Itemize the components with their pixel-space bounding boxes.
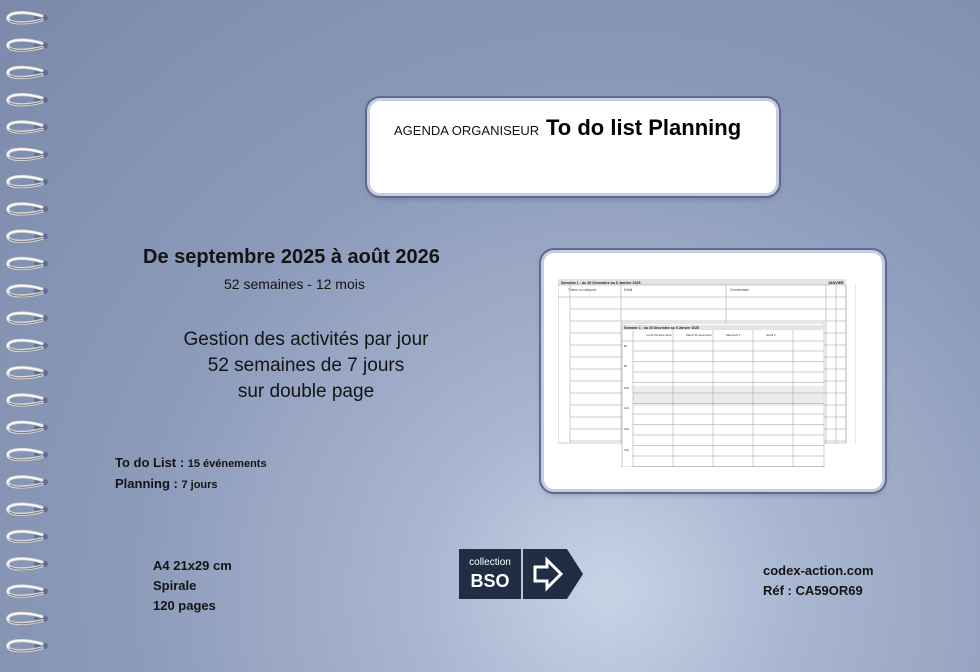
features-list [115, 453, 267, 495]
management-line: 52 semaines de 7 jours [207, 355, 405, 376]
collection-bso-logo [459, 549, 583, 599]
management-text [150, 327, 462, 405]
preview-header: Semaine 1 : du 30 Décembre au 5 Janvier 2025 [561, 281, 641, 285]
todo-label: To do List : [115, 455, 185, 470]
preview-col-comment: Commentaire [730, 288, 750, 292]
planning-label: Planning : [115, 476, 178, 491]
management-line: Gestion des activités par jour [183, 329, 429, 350]
preview-col-theme: Thème ou catégorie [568, 288, 597, 292]
weeks-text: 52 semaines - 12 mois [224, 276, 365, 292]
page-preview [544, 253, 882, 489]
spec-binding: Spirale [153, 578, 197, 593]
spiral-binding [0, 0, 56, 672]
specs-list [153, 556, 232, 616]
logo-line1: collection [469, 557, 511, 568]
title-main: To do list Planning [546, 115, 742, 140]
preview-month: JANVIER [828, 281, 844, 285]
preview-hour: 8h [624, 344, 628, 348]
preview-hour: 11h [624, 406, 629, 410]
website-text: codex-action.com [763, 563, 874, 578]
preview-col-detail: Détail [624, 288, 633, 292]
period-text: De septembre 2025 à août 2026 [143, 246, 440, 268]
preview-hour: 10h [624, 386, 630, 390]
preview-day: Jeudi 2 [766, 333, 776, 337]
title-small: AGENDA ORGANISEUR [394, 123, 540, 138]
logo-line2: BSO [470, 571, 510, 591]
spec-format: A4 21x29 cm [153, 558, 232, 573]
reference-text: Réf : CA59OR69 [763, 583, 863, 598]
preview-hour: 9h [624, 364, 628, 368]
title-box [370, 101, 776, 193]
preview-sheet [558, 275, 856, 467]
preview-day: Mardi 31 décembre [686, 333, 712, 337]
planning-value: 7 jours [181, 479, 218, 491]
preview-hour: 12h [624, 427, 630, 431]
todo-value: 15 événements [187, 458, 267, 470]
preview-day: Mercredi 1 [726, 333, 741, 337]
preview-planning-header: Semaine 1 : du 30 Décembre au 5 Janvier 2025 [624, 326, 700, 330]
preview-day: Lundi 30 décembre [646, 333, 672, 337]
management-line: sur double page [237, 381, 375, 402]
publisher-info [763, 561, 874, 601]
spec-pages: 120 pages [153, 598, 216, 613]
preview-hour: 13h [624, 448, 630, 452]
